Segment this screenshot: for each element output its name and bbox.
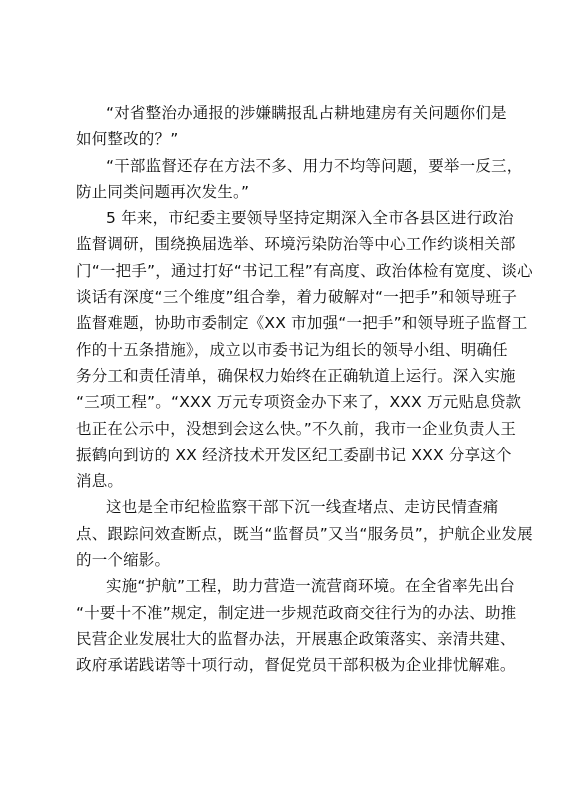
text-line: 防止同类问题再次发生。”: [76, 182, 250, 201]
text-line: 监督调研，围绕换届选举、环境污染防治等中心工作约谈相关部: [76, 235, 516, 254]
paragraph-2: [76, 153, 523, 206]
text-line: 的一个缩影。: [76, 551, 171, 570]
text-line: 如何整改的？”: [76, 130, 179, 149]
text-line: 点、跟踪问效查断点，既当“监督员”又当“服务员”，护航企业发展: [76, 524, 533, 543]
text-line: 作的十五条措施》，成立以市委书记为组长的领导小组、明确任: [76, 340, 508, 359]
text-line: “对省整治办通报的涉嫌瞒报乱占耕地建房有关问题你们是: [106, 104, 507, 122]
text-line: “十要十不准”规定，制定进一步规范政商交往行为的办法、助推: [76, 603, 517, 622]
text-line: 消息。: [76, 472, 124, 491]
text-line: “三项工程”。“XXX 万元专项资金办下来了，XXX 万元贴息贷款: [76, 393, 522, 412]
text-line: 振鹤向到访的 XX 经济技术开发区纪工委副书记 XXX 分享这个: [76, 445, 512, 464]
text-line: 民营企业发展壮大的监督办法，开展惠企政策落实、亲清共建、: [76, 629, 516, 648]
text-line: “干部监督还存在方法不多、用力不均等问题，要举一反三，: [106, 156, 523, 175]
paragraph-1: [76, 100, 507, 153]
text-line: 政府承诺践诺等十项行动，督促党员干部积极为企业排忧解难。: [76, 656, 516, 675]
document-body: [76, 100, 533, 679]
text-line: 门“一把手”，通过打好“书记工程”有高度、政治体检有宽度、谈心: [76, 261, 533, 280]
text-line: 也正在公示中，没想到会这么快。”不久前，我市一企业负责人王: [76, 419, 517, 438]
paragraph-4: [76, 494, 533, 573]
text-line: 实施“护航”工程，助力营造一流营商环境。在全省率先出台: [106, 577, 515, 596]
text-line: 监督难题，协助市委制定《XX 市加强“一把手”和领导班子监督工: [76, 314, 528, 333]
paragraph-5: [76, 573, 517, 678]
paragraph-3: [76, 205, 533, 494]
text-line: 务分工和责任清单，确保权力始终在正确轨道上运行。深入实施: [76, 366, 516, 385]
text-line: 这也是全市纪检监察干部下沉一线查堵点、走访民情查痛: [106, 498, 499, 517]
text-line: 5 年来，市纪委主要领导坚持定期深入全市各县区进行政治: [106, 209, 514, 228]
text-line: 谈话有深度“三个维度”组合拳，着力破解对“一把手”和领导班子: [76, 288, 518, 307]
